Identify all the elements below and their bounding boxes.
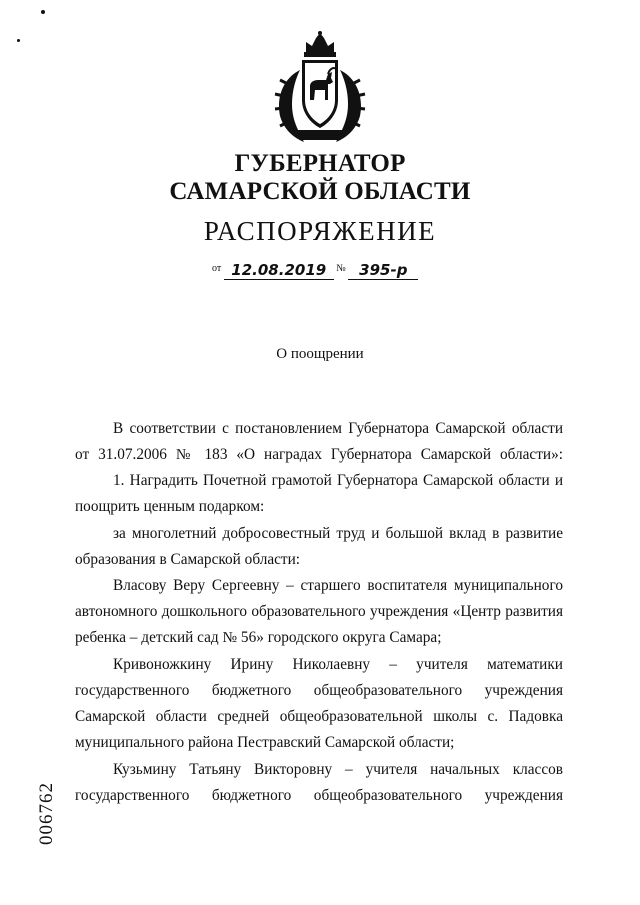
registration-number: 006762: [36, 782, 57, 845]
authority-title-line1: ГУБЕРНАТОР: [234, 150, 406, 177]
body-line: В соответствии с постановлением Губернатора Самарской области: [113, 420, 563, 437]
body-line: муниципального района Пестравский Самарской области;: [75, 734, 455, 751]
body-line: ребенка – детский сад № 56» городского округа Самара;: [75, 629, 442, 646]
body-line: от 31.07.2006 № 183 «О наградах Губернатора Самарской области»:: [75, 446, 563, 463]
body-line: образования в Самарской области:: [75, 551, 301, 568]
body-line: Кузьмину Татьяну Викторовну – учителя начальных классов: [113, 761, 563, 778]
handwritten-date: 12.08.2019: [224, 261, 334, 280]
samara-coat-of-arms-icon: [270, 30, 370, 148]
scan-speck: [41, 10, 45, 14]
body-line: 1. Наградить Почетной грамотой Губернатора Самарской области и: [113, 472, 563, 489]
body-line: Власову Веру Сергеевну – старшего воспитателя муниципального: [113, 577, 563, 594]
date-label: от: [212, 263, 222, 274]
document-subject: О поощрении: [276, 346, 364, 362]
body-line: государственного бюджетного общеобразовательного учреждения: [75, 682, 563, 699]
number-label: №: [336, 263, 346, 274]
scan-speck: [17, 39, 20, 42]
body-line: автономного дошкольного образовательного учреждения «Центр развития: [75, 603, 563, 620]
handwritten-number: 395-р: [348, 261, 418, 280]
body-line: за многолетний добросовестный труд и большой вклад в развитие: [113, 525, 563, 542]
body-line: Самарской области средней общеобразовательной школы с. Падовка: [75, 708, 563, 725]
body-line: государственного бюджетного общеобразовательного учреждения: [75, 787, 563, 804]
body-line: Кривоножкину Ирину Николаевну – учителя математики: [113, 656, 563, 673]
authority-title-line2: САМАРСКОЙ ОБЛАСТИ: [169, 178, 471, 205]
date-number-line: [212, 258, 418, 280]
document-type-title: РАСПОРЯЖЕНИЕ: [203, 216, 437, 246]
body-line: поощрить ценным подарком:: [75, 498, 265, 515]
